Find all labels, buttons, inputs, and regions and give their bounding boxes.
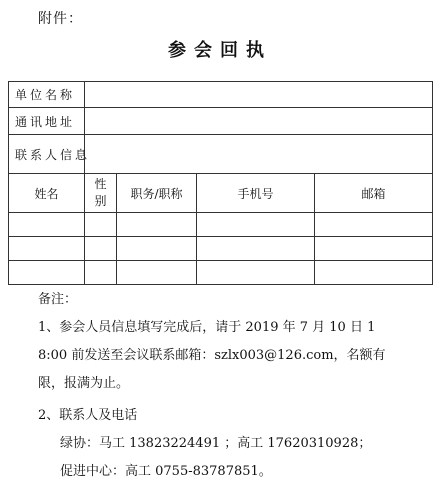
registration-form-table xyxy=(8,81,433,285)
name-cell[interactable] xyxy=(9,261,85,285)
column-header-gender: 性别 xyxy=(85,174,117,213)
contact-info-row xyxy=(9,135,433,174)
phone-cell[interactable] xyxy=(197,237,315,261)
gender-cell[interactable] xyxy=(85,237,117,261)
unit-name-label: 单位名称 xyxy=(9,82,85,108)
column-header-email: 邮箱 xyxy=(315,174,433,213)
notes-item-2-title: 2、联系人及电话 xyxy=(38,408,138,423)
phone-cell[interactable] xyxy=(197,261,315,285)
contact-line-1: 绿协：马工 13823224491 ；高工 17620310928； xyxy=(60,436,372,451)
position-cell[interactable] xyxy=(117,237,197,261)
address-field[interactable] xyxy=(85,108,433,135)
table-row xyxy=(9,261,433,285)
contact-info-field[interactable] xyxy=(85,135,433,174)
gender-cell[interactable] xyxy=(85,213,117,237)
gender-cell[interactable] xyxy=(85,261,117,285)
column-header-position: 职务/职称 xyxy=(117,174,197,213)
table-row xyxy=(9,237,433,261)
address-label: 通讯地址 xyxy=(9,108,85,135)
name-cell[interactable] xyxy=(9,213,85,237)
position-cell[interactable] xyxy=(117,261,197,285)
email-cell[interactable] xyxy=(315,213,433,237)
unit-name-field[interactable] xyxy=(85,82,433,108)
notes-item-1: 1、参会人员信息填写完成后，请于 2019 年 7 月 10 日 18:00 前发送至会议联系邮箱：szlx003@126.com，名额有限，报满为止。 xyxy=(38,320,386,391)
column-header-name: 姓名 xyxy=(9,174,85,213)
contact-info-label: 联系人信息 xyxy=(9,135,85,174)
attachment-label: 附件： xyxy=(38,11,83,27)
column-header-row xyxy=(9,174,433,213)
email-cell[interactable] xyxy=(315,261,433,285)
address-row xyxy=(9,108,433,135)
position-cell[interactable] xyxy=(117,213,197,237)
page-title: 参会回执 xyxy=(168,40,272,61)
contact-line-2: 促进中心：高工 0755-83787851。 xyxy=(60,464,272,479)
table-row xyxy=(9,213,433,237)
unit-name-row xyxy=(9,82,433,108)
notes-title: 备注： xyxy=(38,292,78,307)
email-cell[interactable] xyxy=(315,237,433,261)
name-cell[interactable] xyxy=(9,237,85,261)
column-header-phone: 手机号 xyxy=(197,174,315,213)
notes-section xyxy=(38,289,388,486)
phone-cell[interactable] xyxy=(197,213,315,237)
